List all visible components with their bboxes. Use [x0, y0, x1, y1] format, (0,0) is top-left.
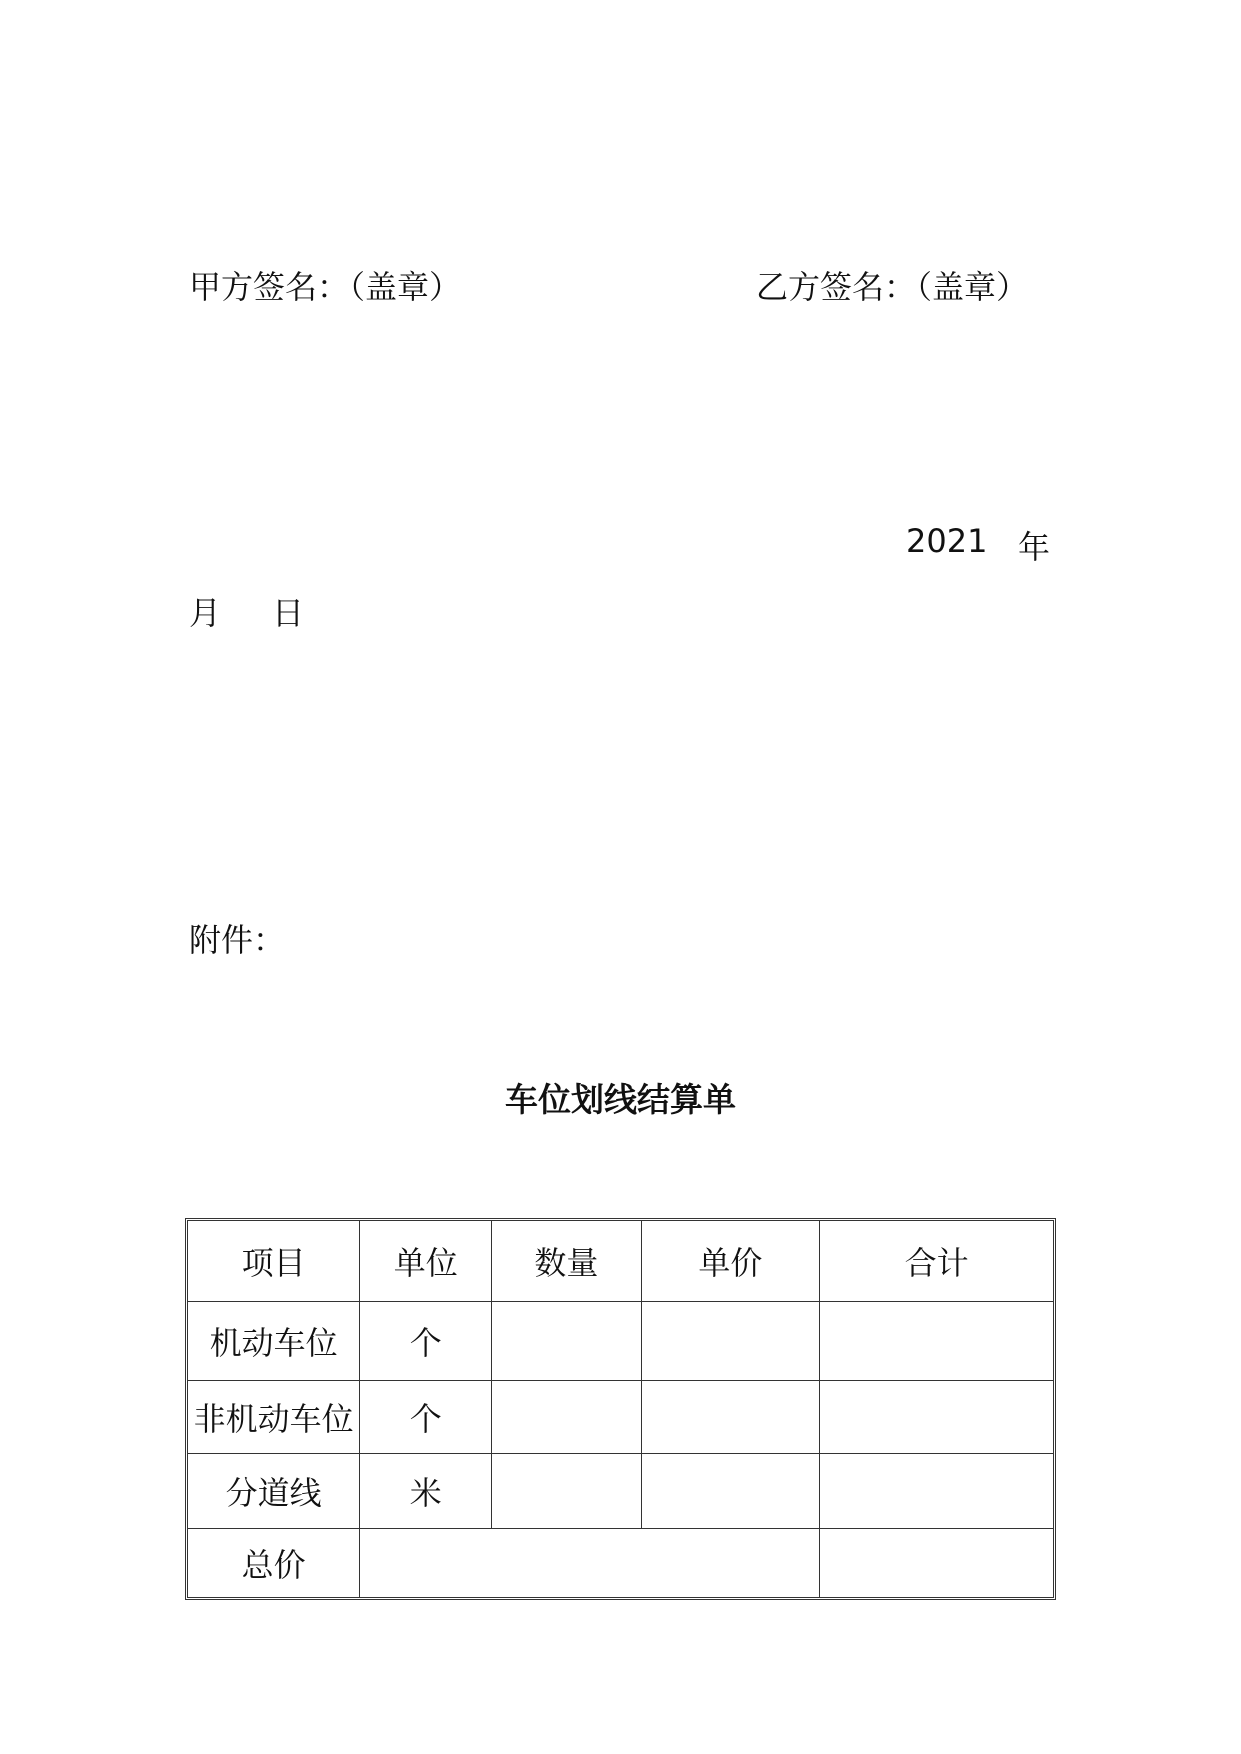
table-total-row	[188, 1528, 1053, 1597]
row-unit-price[interactable]	[641, 1453, 820, 1528]
total-value[interactable]	[820, 1528, 1053, 1597]
table-row	[188, 1301, 1053, 1380]
settlement-table	[185, 1218, 1056, 1600]
attachment-label: 附件：	[189, 921, 286, 959]
row-item: 机动车位	[188, 1301, 360, 1380]
date-day-label: 日	[272, 594, 305, 632]
row-unit-price[interactable]	[641, 1380, 820, 1453]
settlement-title: 车位划线结算单	[505, 1080, 736, 1119]
header-item: 项目	[188, 1221, 360, 1301]
party-b-signature-label: 乙方签名：（盖章）	[756, 268, 1029, 306]
header-unit-price: 单价	[641, 1221, 820, 1301]
row-quantity[interactable]	[492, 1453, 642, 1528]
total-label: 总价	[188, 1528, 360, 1597]
date-month-label: 月	[189, 594, 222, 632]
row-subtotal[interactable]	[820, 1380, 1053, 1453]
total-amount[interactable]	[360, 1528, 820, 1597]
table-row	[188, 1380, 1053, 1453]
row-item: 非机动车位	[188, 1380, 360, 1453]
date-year: 2021	[906, 522, 988, 560]
header-quantity: 数量	[492, 1221, 642, 1301]
row-item: 分道线	[188, 1453, 360, 1528]
table-row	[188, 1453, 1053, 1528]
party-a-signature-label: 甲方签名：（盖章）	[189, 268, 462, 306]
table-header-row	[188, 1221, 1053, 1301]
row-unit-price[interactable]	[641, 1301, 820, 1380]
row-quantity[interactable]	[492, 1380, 642, 1453]
header-unit: 单位	[360, 1221, 492, 1301]
row-unit: 米	[360, 1453, 492, 1528]
row-subtotal[interactable]	[820, 1301, 1053, 1380]
row-subtotal[interactable]	[820, 1453, 1053, 1528]
row-unit: 个	[360, 1301, 492, 1380]
row-unit: 个	[360, 1380, 492, 1453]
row-quantity[interactable]	[492, 1301, 642, 1380]
date-year-label: 年	[1018, 528, 1051, 566]
header-subtotal: 合计	[820, 1221, 1053, 1301]
